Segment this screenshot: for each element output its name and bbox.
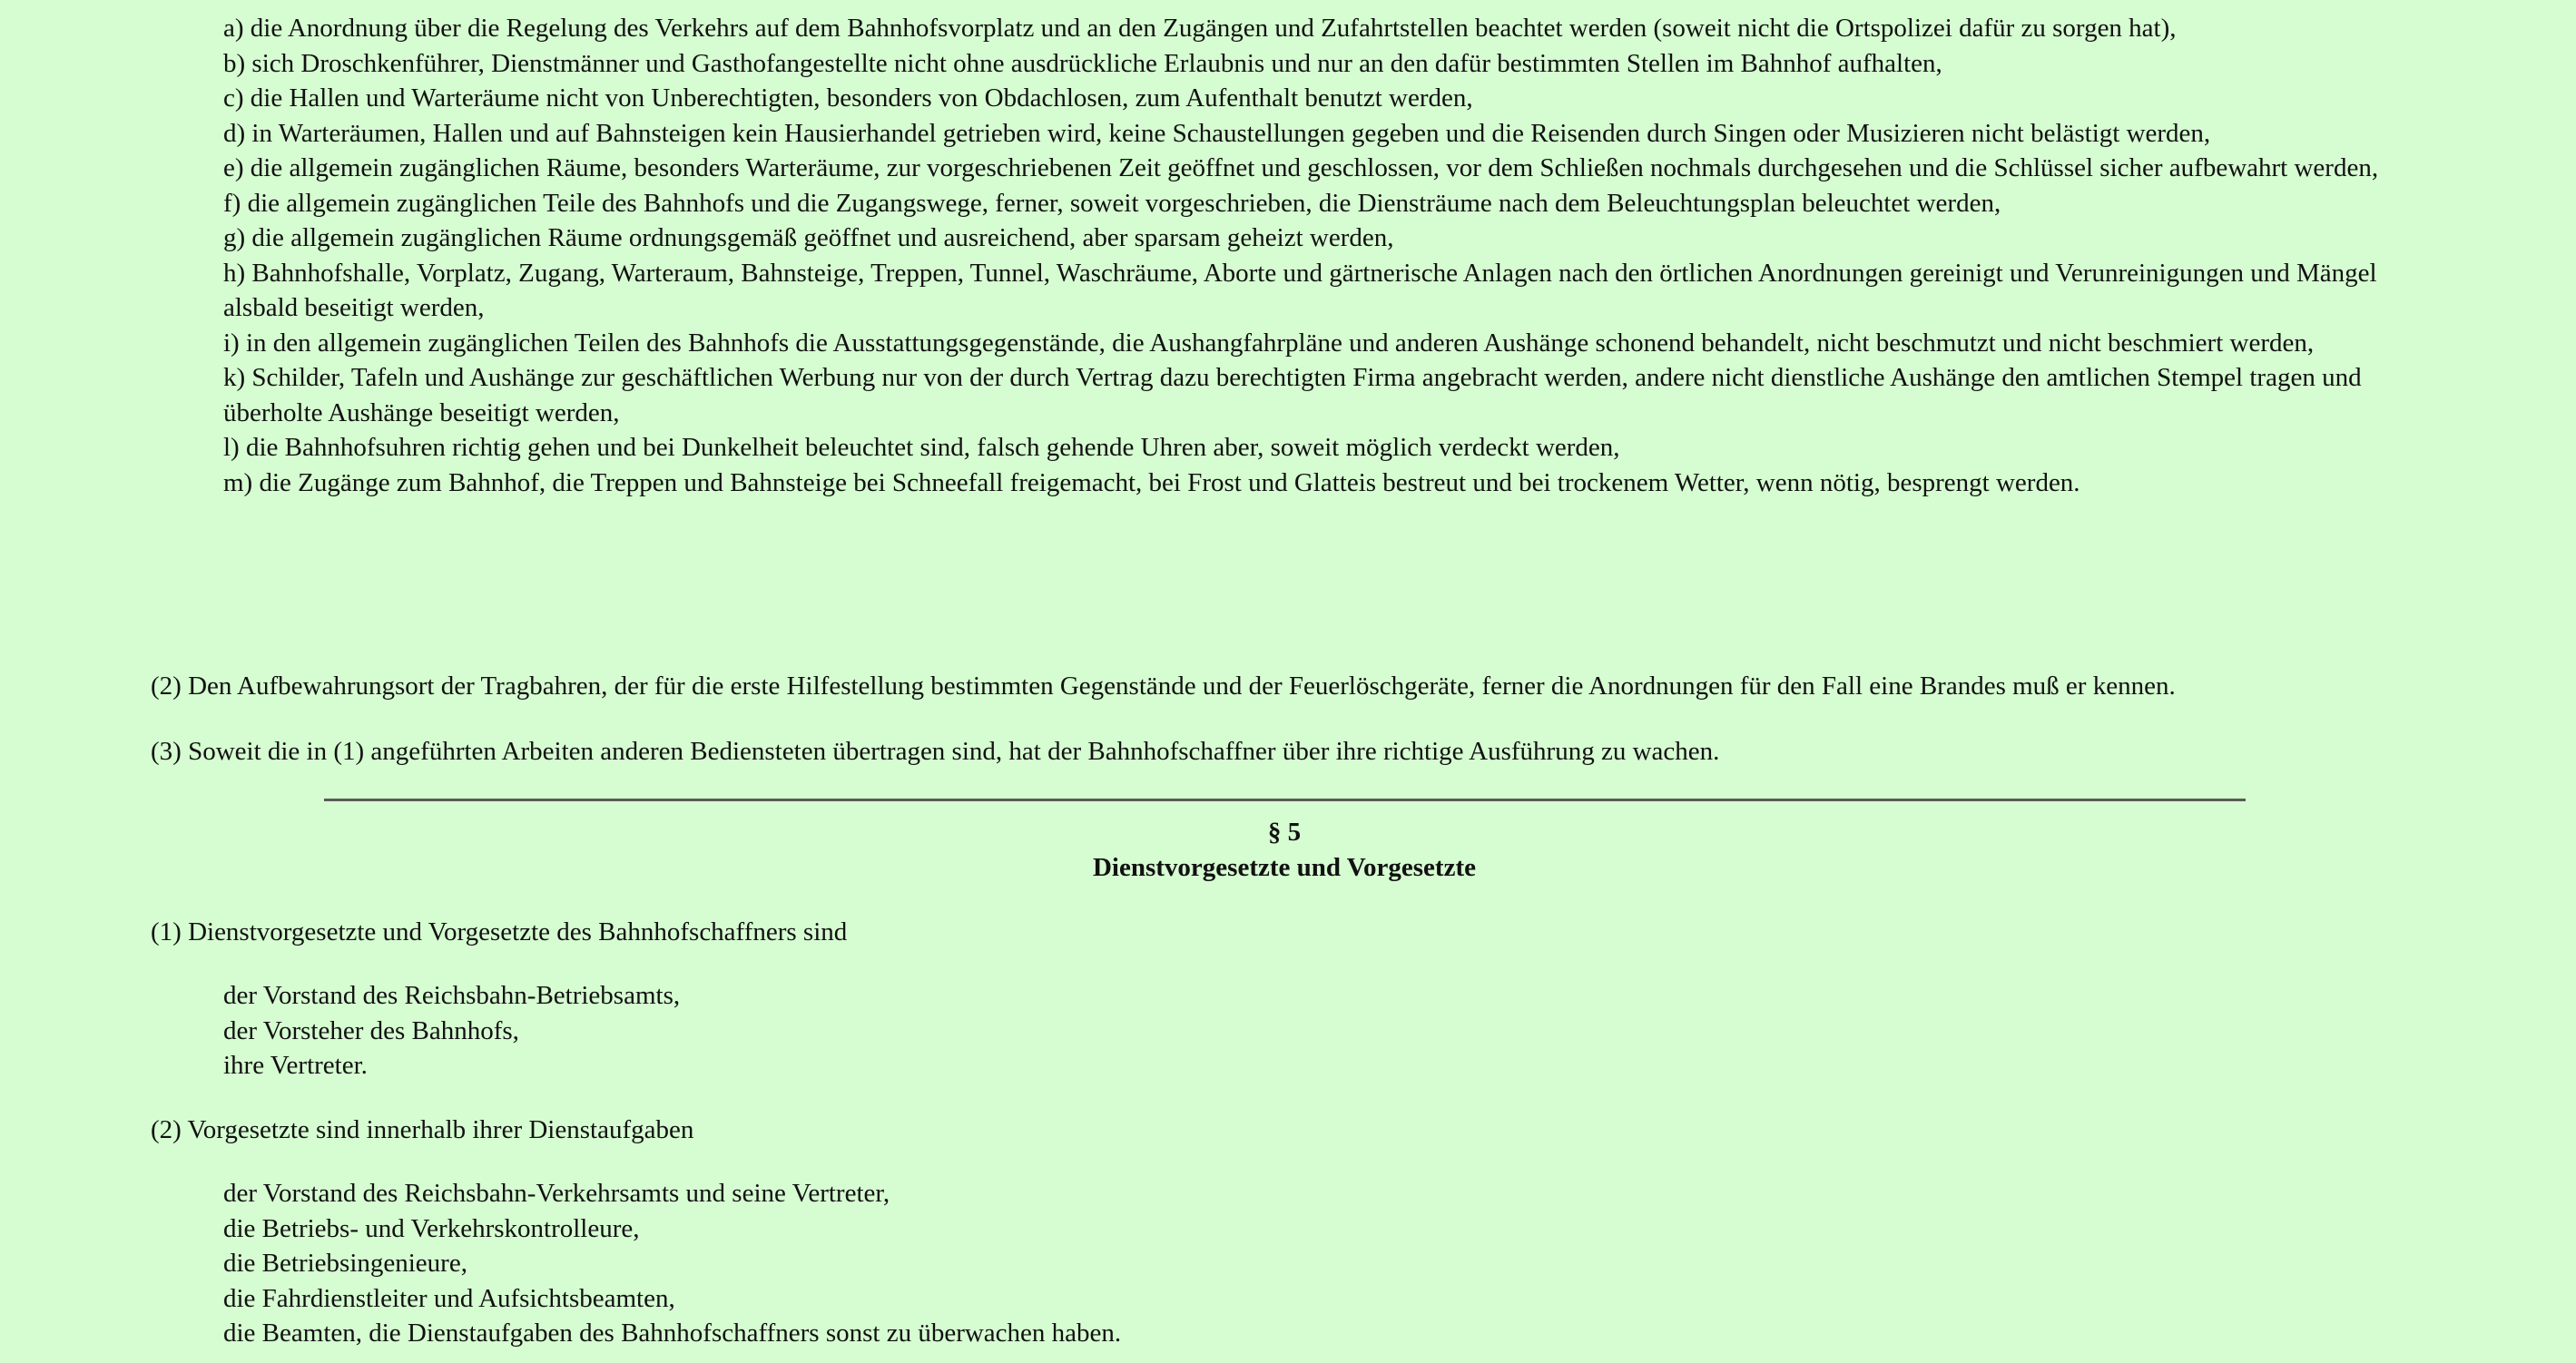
list-item-a: a) die Anordnung über die Regelung des Verkehrs auf dem Bahnhofsvorplatz und an den Zugängen und Zufahrtstellen beachtet werden (soweit nicht die Ortspolizei dafür zu sorgen hat), (223, 14, 2177, 43)
list-item: der Vorstand des Reichsbahn-Betriebsamts, (223, 981, 681, 1010)
list-item-e: e) die allgemein zugänglichen Räume, besonders Warteräume, zur vorgeschriebenen Zeit geöffnet und geschlossen, vor dem Schließen nochmals durchgesehen und die Schlüssel sicher aufbewahrt werden, (223, 153, 2379, 182)
list-item-k: k) Schilder, Tafeln und Aushänge zur geschäftlichen Werbung nur von der durch Vertrag dazu berechtigten Firma angebracht werden, andere nicht dienstliche Aushänge den amtlichen Stempel tragen und überholte Aushänge beseitigt werden, (223, 363, 2362, 427)
list-item-d: d) in Warteräumen, Hallen und auf Bahnsteigen kein Hausierhandel getrieben wird, keine Schaustellungen gegeben und die Reisenden durch Singen oder Musizieren nicht belästigt werden, (223, 118, 2211, 148)
section-number: § 5 (1267, 818, 1302, 847)
list-item-m: m) die Zugänge zum Bahnhof, die Treppen und Bahnsteige bei Schneefall freigemacht, bei Frost und Glatteis bestreut und bei trockenem Wetter, wenn nötig, besprengt werden. (223, 467, 2080, 497)
list-item-g: g) die allgemein zugänglichen Räume ordnungsgemäß geöffnet und ausreichend, aber sparsam geheizt werden, (223, 223, 1394, 252)
list-item: ihre Vertreter. (223, 1051, 368, 1080)
paragraph-3: (3) Soweit die in (1) angeführten Arbeiten anderen Bediensteten übertragen sind, hat der Bahnhofschaffner über ihre richtige Ausführung zu wachen. (151, 737, 1720, 766)
list-item: der Vorsteher des Bahnhofs, (223, 1015, 519, 1045)
list-item: die Betriebsingenieure, (223, 1249, 467, 1278)
list-item: der Vorstand des Reichsbahn-Verkehrsamts und seine Vertreter, (223, 1179, 890, 1208)
list-item-b: b) sich Droschkenführer, Dienstmänner und Gasthofangestellte nicht ohne ausdrückliche Erlaubnis und nur an den dafür bestimmten Stellen im Bahnhof aufhalten, (223, 48, 1942, 78)
section-divider (324, 799, 2246, 801)
section5-paragraph-1: (1) Dienstvorgesetzte und Vorgesetzte des Bahnhofschaffners sind (151, 917, 848, 946)
list-item: die Beamten, die Dienstaufgaben des Bahnhofschaffners sonst zu überwachen haben. (223, 1319, 1122, 1348)
superiors-list (223, 978, 1676, 1084)
list-item: die Betriebs- und Verkehrskontrolleure, (223, 1213, 640, 1243)
list-item-c: c) die Hallen und Warteräume nicht von Unberechtigten, besonders von Obdachlosen, zum Aufenthalt benutzt werden, (223, 83, 1473, 113)
list-item-i: i) in den allgemein zugänglichen Teilen des Bahnhofs die Ausstattungsgegenstände, die Aushangfahrpläne und anderen Aushänge schonend behandelt, nicht beschmutzt und nicht beschmiert werden, (223, 328, 2315, 358)
list-item-l: l) die Bahnhofsuhren richtig gehen und bei Dunkelheit beleuchtet sind, falsch gehende Uhren aber, soweit möglich verdeckt werden, (223, 433, 1620, 462)
list-item: die Fahrdienstleiter und Aufsichtsbeamten, (223, 1283, 675, 1313)
duties-list (223, 11, 2384, 500)
supervisors-list (223, 1176, 1676, 1351)
list-item-f: f) die allgemein zugänglichen Teile des Bahnhofs und die Zugangswege, ferner, soweit vorgeschrieben, die Diensträume nach dem Beleuchtungsplan beleuchtet werden, (223, 188, 2001, 218)
section5-paragraph-2: (2) Vorgesetzte sind innerhalb ihrer Dienstaufgaben (151, 1115, 694, 1144)
section-title: Dienstvorgesetzte und Vorgesetzte (1092, 853, 1476, 882)
paragraph-2: (2) Den Aufbewahrungsort der Tragbahren, der für die erste Hilfestellung bestimmten Gegenstände und der Feuerlöschgeräte, ferner die Anordnungen für den Fall eine Brandes muß er kennen. (151, 672, 2176, 701)
list-item-h: h) Bahnhofshalle, Vorplatz, Zugang, Warteraum, Bahnsteige, Treppen, Tunnel, Waschräume, Aborte und gärtnerische Anlagen nach den örtlichen Anordnungen gereinigt und Verunreinigungen und Mängel alsbald beseitigt werden, (223, 258, 2377, 322)
